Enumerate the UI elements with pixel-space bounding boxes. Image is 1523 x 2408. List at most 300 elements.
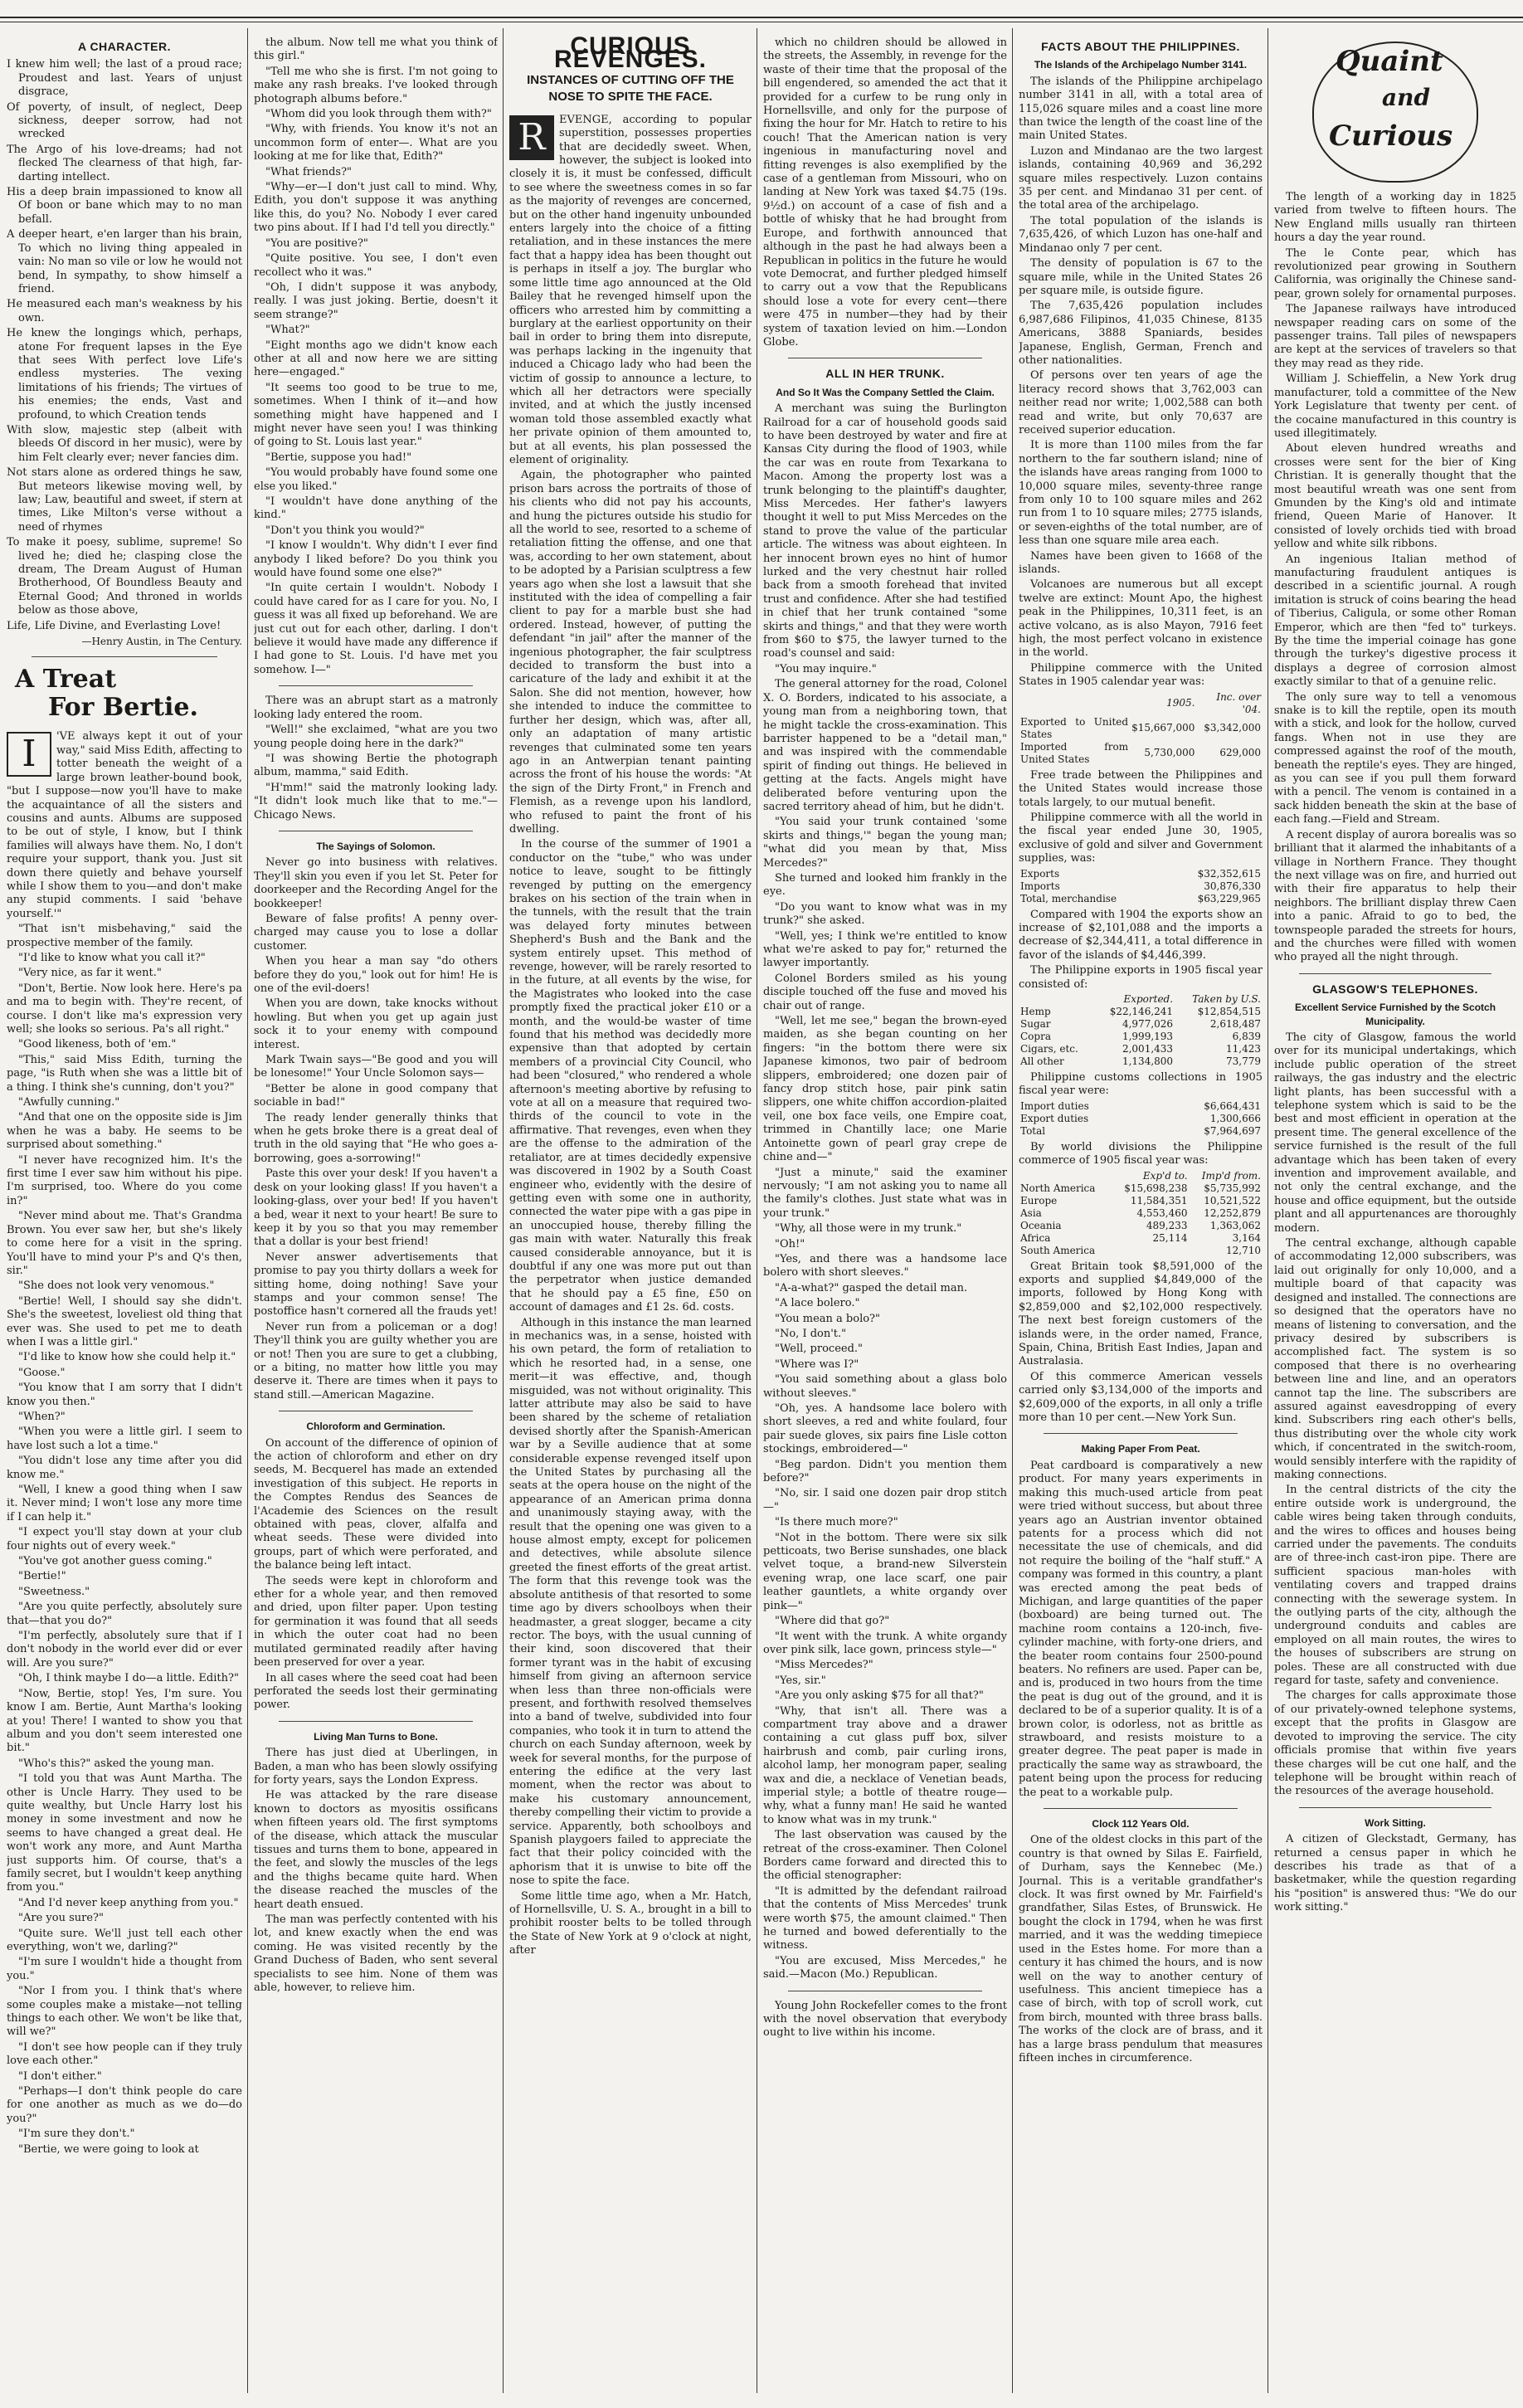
table-cell: 4,553,460 — [1136, 1206, 1188, 1219]
story-paragraph: "Bertie, suppose you had!" — [265, 451, 412, 464]
quaint-paragraph: About eleven hundred wreaths and crosses were sent for the bier of King Christian. It is generally thought that the most beautiful wreath was one sent from Gmunden by the King's old and intimate friend, Queen Marie of Hanover. It consisted of lovely orchids tied with broad yellow and white silk ribbons. — [1274, 442, 1516, 551]
table-cell: 5,730,000 — [1144, 747, 1195, 759]
story-paragraph: "Are you quite perfectly, absolutely sure that—that you do?" — [7, 1601, 242, 1627]
story-paragraph: "In quite certain I wouldn't. Nobody I could have cared for as I care for you. No, I guess it was all fixed up beforehand. We are just cut out for each other, darling. I don't believe it would have made any difference if I had gone to St. Louis. I'd have met you somehow. I—" — [254, 582, 498, 676]
table-cell: $5,735,992 — [1204, 1182, 1261, 1194]
story-paragraph: "Nor I from you. I think that's where some couples make a mistake—not telling things to each other. We won't be like that, will we?" — [7, 1985, 242, 2039]
column-4 — [763, 37, 1007, 2391]
philippines-paragraph: It is more than 1100 miles from the far northern to the far southern island; nine of the islands have areas ranging from 1000 to 10,000 square miles, seventy-three range from only 10 to 100 square miles and 262 run from 1 to 10 square miles; 2775 islands, or seven-eighths of the total number, are of less than one square mile area each. — [1019, 439, 1263, 548]
story-paragraph: "I'd like to know what you call it?" — [18, 951, 206, 964]
trunk-paragraph: "Why, all those were in my trunk." — [775, 1222, 962, 1236]
philippines-body-4 — [1019, 1071, 1263, 1099]
story-paragraph: "Bertie!" — [18, 1570, 66, 1583]
story-paragraph: "And that one on the opposite side is Jim when he was a baby. He seems to be surprised about something." — [7, 1111, 242, 1152]
table-row — [1019, 880, 1263, 893]
column-rule — [503, 28, 504, 2393]
philippines-paragraph: Philippine commerce with the United States in 1905 calendar year was: — [1019, 661, 1263, 689]
quaint-paragraph: A recent display of aurora borealis was so brilliant that it alarmed the inhabitants of a village in Northern France. They thought the next village was on fire, and hurried out with their fire apparatus to help their neighbors. The brilliant display threw Caen into a panic. Afraid to go to bed, the townspeople paraded the streets for hours, and the churches were filled with women who prayed all the night through. — [1274, 828, 1516, 964]
trunk-paragraph: "It went with the trunk. A white organdy over pink silk, lace gown, princess style—" — [763, 1630, 1007, 1656]
separator — [32, 656, 217, 657]
revenges-paragraph: Although in this instance the man learned in mechanics was, in a sense, hoisted with his own petard, the form of retaliation to which he resorted had, in a sense, one merit—it was effective, and, though misguided, was not without originality. This latter attribute may also be said to have been shared by the scheme of retaliation devised shortly after the Spanish-American war by a Seville audience that at some considerable expense revenged itself upon the United States by purchasing all the seats at the opera house on the night of the appearance of an American prima donna and unanimously staying away, with the result that the opening one was given to a house almost empty, except for policemen and detectives, while absolute silence greeted the finest efforts of the great artist. The form that this revenge took was the absolute antithesis of that resorted to some time ago by divers schoolboys when their headmaster, a great slogger, became a city rector. The boys, with the usual cunning of their kind, soon discovered that their former tyrant was in the habit of excusing himself from giving an afternoon service when less than three non-officials were present, and forthwith resolved themselves into a band of twelve, subdivided into four companies, who took it in turn to attend the church on each Sunday afternoon, week by week for several months, for the purpose of entering the edifice at the very last moment, when the rector was about to make his customary announcement, thereby compelling their victim to provide a service. Apparently, both schoolboys and Spanish playgoers failed to appreciate the fact that their policy coincided with the aphorism that it is unwise to bite off the nose to spite the face. — [509, 1316, 752, 1888]
trunk-paragraph: "A lace bolero." — [775, 1297, 860, 1310]
philippines-paragraph: The Philippine exports in 1905 fiscal year consisted of: — [1019, 964, 1263, 991]
trunk-paragraph: "Miss Mercedes?" — [775, 1659, 873, 1672]
solomon-paragraph: Paste this over your desk! If you haven't a desk on your looking glass! If you haven't a looking-glass, over your bed! If you haven't a bed, wear it next to your heart! Be sure to keep it by you so that you may remember that a dollar is your best friend! — [254, 1167, 498, 1249]
story-paragraph: There was an abrupt start as a matronly looking lady entered the room. — [254, 695, 498, 721]
table-cell: 1,999,193 — [1122, 1030, 1174, 1042]
story-paragraph: "That isn't misbehaving," said the prospective member of the family. — [7, 923, 242, 949]
poem-line: With slow, majestic step (albeit with bleeds Of discord in her music), were by him Felt clearly ever; never fancies dim. — [7, 423, 242, 464]
trunk-body — [763, 402, 1007, 1982]
story-paragraph: "Don't you think you would?" — [265, 524, 425, 537]
glasgow-subtitle: Excellent Service Furnished by the Scotch Municipality. — [1294, 1002, 1496, 1027]
story-paragraph: "Are you sure?" — [18, 1912, 104, 1925]
table-row — [1019, 716, 1263, 741]
story-paragraph: "Who's this?" asked the young man. — [18, 1757, 215, 1770]
table-row — [1019, 1125, 1263, 1138]
solomon-paragraph: Never answer advertisements that promise to pay you thirty dollars a week for sitting home, doing nothing! Save your stamps and your common sense! The postoffice hasn't cornered all the frauds yet! — [254, 1250, 498, 1319]
story-paragraph: "Bertie, we were going to look at — [18, 2142, 199, 2156]
glasgow-title: GLASGOW'S TELEPHONES. — [1312, 982, 1478, 996]
trunk-paragraph: "Are you only asking $75 for all that?" — [775, 1689, 984, 1703]
solomon-paragraph: When you hear a man say "do others before they do you," look out for him! He is one of the evil-doers! — [254, 955, 498, 995]
trunk-paragraph: She turned and looked him frankly in the eye. — [763, 871, 1007, 899]
revenges-paragraph: which no children should be allowed in the streets, the Assembly, in revenge for the waste of their time that the proposal of the bill engendered, so amended the act that it provided for a curfew to be rung only in Hornellsville, and only for the purpose of fixing the hour for Mr. Hatch to retire to his couch! That the American nation is very ingenious in manufacturing novel and fitting revenges is also exemplified by the case of a gentleman from Missouri, who on landing at New York was taxed $4.75 (19s. 9½d.) on account of a case of fish and a bottle of whisky that he had brought from Europe, and forthwith announced that although in the past he had always been a Republican in politics in the future he would vote Democrat, and further pledged himself to carry out a vow that the Republicans should lose a vote for every cent—there were 475 in number—they had by their system of taxation levied on him.—London Globe. — [763, 37, 1007, 349]
trunk-paragraph: "Where was I?" — [775, 1358, 859, 1371]
trunk-paragraph: "You said your trunk contained 'some skirts and things,'" began the young man; "what did you mean by that, Miss Mercedes?" — [763, 816, 1007, 870]
table-row — [1019, 893, 1263, 905]
column-rule — [1012, 28, 1013, 2393]
poem-line: The Argo of his love-dreams; had not flecked The clearness of that high, far-darting intellect. — [7, 143, 242, 183]
philippines-body-5 — [1019, 1141, 1263, 1168]
trunk-paragraph: "You mean a bolo?" — [775, 1312, 881, 1325]
story-paragraph: "When?" — [18, 1410, 66, 1423]
story-paragraph: "Well, I knew a good thing when I saw it. Never mind; I won't lose any more time if I can help it." — [7, 1484, 242, 1523]
table-cell: 1,363,062 — [1209, 1219, 1261, 1231]
peat-title: Making Paper From Peat. — [1081, 1443, 1200, 1455]
column-rule — [247, 28, 248, 2393]
story-paragraph: "I don't either." — [18, 2069, 102, 2083]
table-row — [1019, 1113, 1263, 1125]
table-row — [1019, 1207, 1263, 1220]
table-cell: Hemp — [1020, 1005, 1051, 1017]
story-paragraph: "Bertie! Well, I should say she didn't. She's the sweetest, loveliest old thing that ever was. She used to pet me to death when I was a little girl." — [7, 1294, 242, 1348]
table-header-cell — [1019, 1170, 1111, 1182]
table-cell: Europe — [1020, 1194, 1058, 1206]
table-cell: 73,779 — [1226, 1055, 1261, 1067]
table-cell: Exported to United States — [1020, 715, 1129, 740]
story-paragraph: "Oh, I didn't suppose it was anybody, really. I was just joking. Bertie, doesn't it seem strange?" — [254, 280, 498, 321]
philippines-paragraph: The density of population is 67 to the square mile, while in the United States 26 per square mile, is outside figure. — [1019, 257, 1263, 297]
table-cell: $22,146,241 — [1109, 1005, 1174, 1017]
table-cell: 30,876,330 — [1204, 880, 1261, 892]
clock-body — [1019, 1834, 1263, 2065]
chloroform-paragraph: On account of the difference of opinion of the action of chloroform and ether on dry seeds, M. Becquerel has made an extended investigation of this subject. He reports in the Comptes Rendus des Seances de l'Academie des Sciences on the result obtained with peas, clover, alfalfa and wheat seeds. These were divided into groups, part of which were perforated, and the balance being left intact. — [254, 1436, 498, 1572]
column-1 — [7, 37, 242, 2391]
revenges-paragraph: Some little time ago, when a Mr. Hatch, of Hornellsville, U. S. A., brought in a bill to prohibit rooster belts to be tolled through the State of New York at 9 o'clock at night, after — [509, 1889, 752, 1957]
glasgow-paragraph: The charges for calls approximate those of our privately-owned telephone systems, except that the profits in Glasgow are devoted to improving the service. The city officials promise that within five years these charges will be cut one half, and the telephone will be brought within reach of the resources of the average household. — [1274, 1689, 1516, 1798]
trunk-paragraph: "You may inquire." — [775, 662, 877, 675]
work-paragraph: A citizen of Gleckstadt, Germany, has returned a census paper in which he describes his trade as that of a basketmaker, while the question regarding his "position" is answered thus: "We do our work sitting." — [1274, 1833, 1516, 1914]
table-row — [1019, 741, 1263, 766]
philippines-paragraph: Luzon and Mindanao are the two largest islands, containing 40,969 and 36,292 square miles respectively. Luzon contains 35 per cent. and Mindanao 31 per cent. of the total area of the archipelago. — [1019, 144, 1263, 212]
solomon-paragraph: The ready lender generally thinks that when he gets broke there is a great deal of truth in the old saying that "He who goes a-borrowing, goes a-sorrowing!" — [254, 1111, 498, 1165]
trunk-paragraph: Colonel Borders smiled as his young disciple touched off the fuse and moved his chair out of range. — [763, 972, 1007, 1012]
story-paragraph: "Sweetness." — [18, 1585, 90, 1598]
story-paragraph: "I'm perfectly, absolutely sure that if I don't nobody in the world ever did or ever will. Are you sure?" — [7, 1630, 242, 1670]
table-header-row — [1019, 691, 1263, 716]
poem-line: Of poverty, of insult, of neglect, Deep sickness, deeper sorrow, had not wrecked — [7, 100, 242, 141]
bone-body — [254, 1747, 498, 1995]
trunk-paragraph: "Yes, and there was a handsome lace bolero with short sleeves." — [763, 1252, 1007, 1280]
header-word-quaint: Quaint — [1336, 45, 1443, 78]
world-commerce-table — [1019, 868, 1263, 905]
separator — [1044, 1808, 1238, 1809]
story-paragraph: "Don't, Bertie. Now look here. Here's pa and ma to begin with. They're recent, of course. I don't like ma's expression very well; she looks so serious. Pa's all right." — [7, 982, 242, 1036]
philippines-paragraph: The islands of the Philippine archipelago number 3141 in all, with a total area of 115,026 square miles and a coast line more than twice the length of the coast line of the main United States. — [1019, 75, 1263, 143]
table-cell: 629,000 — [1219, 747, 1261, 759]
column-2 — [254, 37, 498, 2391]
story-paragraph: "Quite positive. You see, I don't even recollect who it was." — [254, 252, 498, 279]
philippines-paragraph: Great Britain took $8,591,000 of the exports and supplied $4,849,000 of the imports, followed by Hong Kong with $2,859,000 and $2,102,000 respectively. The next best foreign customers of the islands were, in the order named, France, Spain, China, British East Indies, Japan and Australasia. — [1019, 1260, 1263, 1368]
clock-title: Clock 112 Years Old. — [1092, 1818, 1190, 1830]
separator — [1299, 973, 1491, 974]
story-headline-line1: A Treat — [15, 665, 117, 695]
trunk-title: ALL IN HER TRUNK. — [825, 367, 945, 381]
trunk-paragraph: The last observation was caused by the retreat of the cross-examiner. Then Colonel Borders came forward and directed this to the official stenographer: — [763, 1829, 1007, 1883]
story-paragraph: "And I'd never keep anything from you." — [18, 1896, 239, 1909]
revenges-paragraph: Again, the photographer who painted prison bars across the portraits of those of his clients who did not pay his accounts, and hung the pictures outside his studio for all the world to see, resorted to a scheme of retaliation fitting the offense, and one that was, according to her own statement, about to be adopted by a Parisian sculptress a few years ago when she lost a lawsuit that she instituted with the idea of compelling a fair client to pay for a marble bust she had ordered. Instead, however, of putting the defendant "in jail" after the manner of the ingenious photographer, the fair sculptress decided to transform the bust into a caricature of the lady and exhibit it at the Salon. She did not mention, however, how she intended to induce the committee to further her design, which was, after all, only an adaptation of many artistic revenges that culminated some ten years ago in an Antwerpian tenant painting across the front of his house the words: "At the sign of the Dirty Front," in French and Flemish, as a revenge upon his landlord, who refused to paint the front of his dwelling. — [509, 469, 752, 836]
trunk-paragraph: "You are excused, Miss Mercedes," he said.—Macon (Mo.) Republican. — [763, 1954, 1007, 1981]
table-row — [1019, 1043, 1263, 1055]
table-cell: $3,342,000 — [1204, 722, 1261, 734]
table-cell: 2,001,433 — [1122, 1042, 1174, 1055]
philippines-paragraph: Philippine customs collections in 1905 fiscal year were: — [1019, 1070, 1263, 1098]
quaint-paragraph: The Japanese railways have introduced newspaper reading cars on some of the passenger trains. Tall piles of newspapers are kept at the services of travelers so that they may read as they ride. — [1274, 303, 1516, 370]
philippines-paragraph: The total population of the islands is 7,635,426, of which Luzon has one-half and Mindanao only 7 per cent. — [1019, 214, 1263, 255]
story-continued — [254, 37, 498, 677]
table-row — [1019, 1031, 1263, 1043]
table-cell: $12,854,515 — [1197, 1005, 1261, 1017]
poem-line: He measured each man's weakness by his own. — [7, 298, 242, 324]
story-paragraph: "Now, Bertie, stop! Yes, I'm sure. You know I am. Bertie, Aunt Martha's looking at you! There! I wanted to show you that album and you don't seem interested one bit." — [7, 1687, 242, 1755]
story-paragraph: "Perhaps—I don't think people do care for one another as much as we do—do you?" — [7, 2085, 242, 2125]
quaint-paragraph: William J. Schieffelin, a New York drug manufacturer, told a committee of the New York Legislature that twenty per cent. of the cocaine manufactured in this country is used illegitimately. — [1274, 373, 1516, 440]
work-title: Work Sitting. — [1365, 1816, 1426, 1829]
revenges-paragraph: EVENGE, according to popular superstition, possesses properties that are decidedly sweet. When, however, the subject is looked into closely it is, it must be confessed, difficult to see where the sweetness comes in so far as the majority of revenges are concerned, but on the other hand ingenuity unbounded enters largely into the choice of a fitting retaliation, and in these instances the mere fact that a happy idea has been thought out is perhaps in itself a joy. The burglar who some little time ago announced at the Old Bailey that he revenged himself upon the officers who arrested him by committing a burglary at the earliest opportunity on their bail in order to bring them into disrepute, was perhaps lacking in the ingenuity that induced a Chicago lady who had been the victim of gossip to announce a lecture, to which all her detractors were specially invited, and at which the justly incensed woman told those assembled exactly what her private opinion of them amounted to, but at all events, his plan possessed the element of originality. — [509, 113, 752, 466]
glasgow-paragraph: In the central districts of the city the entire outside work is underground, the cable wires being taken through conduits, and the wires to offices and houses being carried under the pavements. The conduits are of three-inch cast-iron pipe. There are sufficient spacious man-holes with ventilating covers and trapped drains connecting with the sewerage system. In the outlying parts of the city, although the underground conduits and cables are employed on all main routes, the wires to the houses of subscribers are strung on poles. These are all constructed with due regard for taste, safety and convenience. — [1274, 1484, 1516, 1688]
story-paragraph: "You are positive?" — [265, 236, 368, 250]
table-cell: 6,839 — [1232, 1030, 1261, 1042]
bone-paragraph: He was attacked by the rare disease known to doctors as myositis ossificans when fifteen years old. The first symptoms of the disease, which attack the muscular tissues and turns them to bone, appeared in the feet, and slowly the muscles of the legs and the thighs became quite hard. When the disease reached the muscles of the heart death ensued. — [254, 1789, 498, 1911]
separator — [1044, 1433, 1238, 1434]
trunk-paragraph: "Just a minute," said the examiner nervously; "I am not asking you to name all the family's clothes. Just state what was in your trunk." — [763, 1166, 1007, 1220]
solomon-paragraph: "Better be alone in good company that sociable in bad!" — [254, 1082, 498, 1109]
story-paragraph: 'VE always kept it out of your way," said Miss Edith, affecting to totter beneath the weight of a large brown leather-bound book, "but I suppose—now you'll have to make the acquaintance of all the sisters and cousins and aunts. Albums are supposed to be out of style, I know, but I think families will always have them. No, I don't require your support, thank you. Just sit down there quietly and behave yourself while I show them to you—and don't make any stupid comments. I said 'behave yourself.'" — [7, 730, 242, 920]
table-header-cell: Inc. over '04. — [1216, 690, 1261, 715]
solomon-paragraph: Never run from a policeman or a dog! They'll think you are guilty whether you are or not! Then you are sure to get a clubbing, or a biting, no matter how little you may deserve it. There are times when it pays to stand still.—American Magazine. — [254, 1320, 498, 1401]
table-header-row — [1019, 1170, 1263, 1182]
poem-line: A deeper heart, e'en larger than his brain, To which no living thing appealed in vain: No man so vile or low he would not bend, In sympathy, to show himself a friend. — [7, 228, 242, 295]
column-6 — [1274, 37, 1516, 2391]
table-cell: $6,664,431 — [1204, 1099, 1261, 1112]
story-paragraph: "Good likeness, both of 'em." — [18, 1038, 177, 1051]
table-cell: Copra — [1020, 1030, 1051, 1042]
story-paragraph: "What friends?" — [265, 165, 353, 178]
table-row — [1019, 1100, 1263, 1113]
story-paragraph: "Oh, I think maybe I do—a little. Edith?" — [18, 1672, 239, 1685]
chloroform-title: Chloroform and Germination. — [306, 1421, 445, 1433]
story-paragraph: the album. Now tell me what you think of this girl." — [254, 37, 498, 63]
story-headline — [15, 665, 242, 722]
table-cell: Total — [1020, 1124, 1046, 1137]
story-paragraph: "You would probably have found some one else you liked." — [254, 466, 498, 493]
table-row — [1019, 1018, 1263, 1031]
glasgow-body — [1274, 1031, 1516, 1799]
table-cell: Imports — [1020, 880, 1060, 892]
trunk-paragraph: "Well, let me see," began the brown-eyed maiden, as she began counting on her fingers: "in the bottom there were six Japanese kimonos, two pair of bedroom slippers, embroidered; one dozen pair of fancy drop stitch hose, pair pink satin slippers, one white chiffon accordion-plaited veil, one box face veils, one Empire coat, trimmed in Chantilly lace; one Marie Antoinette gown of pearl gray crepe de chine and—" — [763, 1015, 1007, 1164]
quaint-paragraph: The only sure way to tell a venomous snake is to kill the reptile, open its mouth with a stick, and look for the hollow, curved fangs. When not in use they are compressed against the roof of the mouth, beneath the reptile's eyes. They are hinged, as you can see if you pull them forward with a pencil. The venom is contained in a sack hidden beneath the skin at the base of each fang.—Field and Stream. — [1274, 690, 1516, 826]
story-paragraph: "Very nice, as far it went." — [18, 967, 162, 980]
table-cell: $15,698,238 — [1124, 1182, 1188, 1194]
bone-paragraph: The man was perfectly contented with his lot, and knew exactly when the end was coming. He was visited recently by the Grand Duchess of Baden, who sent several specialists to see him. None of them was able, however, to relieve him. — [254, 1913, 498, 1995]
story-paragraph: "I wouldn't have done anything of the kind." — [254, 495, 498, 522]
bone-title: Living Man Turns to Bone. — [314, 1730, 438, 1743]
table-row — [1019, 1006, 1263, 1018]
table-cell: South America — [1020, 1244, 1096, 1256]
column-3 — [509, 37, 752, 2391]
philippines-paragraph: Compared with 1904 the exports show an increase of $2,101,088 and the imports a decrease of $2,344,411, a total difference in favor of the islands of $4,446,399. — [1019, 908, 1263, 962]
table-cell: 12,710 — [1226, 1244, 1261, 1256]
table-cell: Asia — [1020, 1206, 1042, 1219]
table-cell: $63,229,965 — [1197, 892, 1261, 904]
header-word-curious: Curious — [1329, 119, 1453, 153]
story-paragraph: "This," said Miss Edith, turning the page, "is Ruth when she was a little bit of a thing. I think she's cunning, don't you?" — [7, 1053, 242, 1094]
revenges-continued — [763, 37, 1007, 349]
table-header-cell: 1905. — [1166, 697, 1195, 709]
story-paragraph: "Whom did you look through them with?" — [265, 108, 492, 121]
trunk-paragraph: "Do you want to know what was in my trunk?" she asked. — [763, 900, 1007, 928]
trunk-paragraph: "You said something about a glass bolo without sleeves." — [763, 1373, 1007, 1400]
trunk-paragraph: "Well, yes; I think we're entitled to know what we're asked to pay for," returned the lawyer importantly. — [763, 929, 1007, 970]
quaint-items — [1274, 191, 1516, 965]
story-paragraph: "I know I wouldn't. Why didn't I ever find anybody I liked before? Do you think you would have found some one else?" — [254, 539, 498, 580]
table-cell: 1,300,666 — [1209, 1112, 1261, 1124]
chloroform-paragraph: The seeds were kept in chloroform and ether for a whole year, and then removed and dried, upon filter paper. Upon testing for germination it was found that all seeds in which the outer coat had no been mutilated germinated readily after having been preserved for over a year. — [254, 1574, 498, 1670]
table-cell: 11,584,351 — [1130, 1194, 1188, 1206]
philippines-subtitle: The Islands of the Archipelago Number 3141. — [1034, 59, 1248, 71]
poem-title: A CHARACTER. — [77, 40, 172, 53]
table-cell: Oceania — [1020, 1219, 1062, 1231]
philippines-paragraph: Philippine commerce with all the world in the fiscal year ended June 30, 1905, exclusive of gold and silver and Government supplies, was: — [1019, 811, 1263, 865]
philippines-body-2 — [1019, 769, 1263, 866]
story-paragraph: "I'm sure they don't." — [18, 2128, 135, 2141]
revenges-title: CURIOUS REVENGES. — [553, 37, 708, 74]
story-body — [7, 730, 242, 2157]
philippines-paragraph: The 7,635,426 population includes 6,987,686 Filipinos, 41,035 Chinese, 8135 Americans, 3888 Spaniards, besides Japanese, English, German, French and other nationalities. — [1019, 300, 1263, 367]
story-paragraph: "Quite sure. We'll just tell each other everything, won't we, darling?" — [7, 1927, 242, 1953]
table-cell: 3,164 — [1232, 1231, 1261, 1244]
quaint-paragraph: An ingenious Italian method of manufacturing fraudulent antiques is described in a scientific journal. A rough imitation is struck of coins bearing the head of Tiberius, Caligula, or some other Roman Emperor, which are then "fed to" turkeys. By the time the imperial coinage has gone through the turkey's digestive process it displays a degree of corrosion almost exactly similar to that of a genuine relic. — [1274, 553, 1516, 689]
philippines-body-3 — [1019, 909, 1263, 992]
table-row — [1019, 1220, 1263, 1232]
poem-line: Not stars alone as ordered things he saw, But meteors likewise moving well, by law; Law, beautiful and sweet, if stern at times, Like Milton's verse without a need of rhymes — [7, 466, 242, 534]
story-paragraph: "I'm sure I wouldn't hide a thought from you." — [7, 1956, 242, 1982]
rockefeller-item: Young John Rockefeller comes to the front with the novel observation that everybody ought to live within his income. — [763, 1999, 1007, 2040]
peat-body — [1019, 1460, 1263, 1800]
table-cell: Total, merchandise — [1020, 892, 1117, 904]
story-paragraph: "I never have recognized him. It's the first time I ever saw him without his pipe. I'm surprised, too. Where do you come in?" — [7, 1153, 242, 1207]
philippines-paragraph: Of this commerce American vessels carried only $3,134,000 of the imports and $2,609,000 of the exports, in all only a trifle more than 10 per cent.—New York Sun. — [1019, 1370, 1263, 1425]
table-cell: 489,233 — [1146, 1219, 1188, 1231]
solomon-paragraph: When you are down, take knocks without howling. But when you get up again just sock it to your enemy with compound interest. — [254, 997, 498, 1051]
table-cell — [1111, 1245, 1189, 1257]
story-paragraph: "Never mind about me. That's Grandma Brown. You ever saw her, but she's likely to come here for a visit in the spring. You'll have to mind your P's and Q's then, sir." — [7, 1210, 242, 1277]
story-paragraph: "She does not look very venomous." — [18, 1280, 215, 1293]
table-cell: Exports — [1020, 867, 1060, 880]
story-paragraph: "I expect you'll stay down at your club four nights out of every week." — [7, 1526, 242, 1553]
solomon-title: The Sayings of Solomon. — [316, 840, 435, 852]
separator — [279, 685, 473, 686]
poem-body — [7, 58, 242, 633]
table-cell: Import duties — [1020, 1099, 1089, 1112]
trunk-paragraph: "Not in the bottom. There were six silk petticoats, two Berise sunshades, one black velvet toque, a brand-new Silverstein evening wrap, one lace scarf, one pair leather gauntlets, a white organdy over pink—" — [763, 1531, 1007, 1612]
story-paragraph: "Awfully cunning." — [18, 1096, 120, 1109]
poem-line: He knew the longings which, perhaps, atone For frequent lapses in the Eye that sees With perfect love Life's endless mysteries. The vexing limitations of his friends; The virtues of his enemies; the ends, Vast and profound, to which Creation tends — [7, 327, 242, 422]
us-commerce-table — [1019, 691, 1263, 766]
table-cell: $15,667,000 — [1131, 722, 1195, 734]
story-paragraph: "I was showing Bertie the photograph album, mamma," said Edith. — [254, 752, 498, 779]
table-cell: $7,964,697 — [1204, 1124, 1261, 1137]
table-row — [1019, 1232, 1263, 1245]
trunk-paragraph: The general attorney for the road, Colonel X. O. Borders, indicated to his associate, a young man from a neighboring town, that he might tackle the cross-examination. This barrister happened to be a "detail man," and was inspired with the commendable spirit of finding out things. He believed in getting at the facts. Angels might have deliberated before venturing upon the sacred territory ahead of him, but he didn't. — [763, 678, 1007, 813]
table-cell: Cigars, etc. — [1020, 1042, 1078, 1055]
trunk-paragraph: A merchant was suing the Burlington Railroad for a car of household goods said to have been destroyed by water and fire at Kansas City during the flood of 1903, while the car was en route from Texarkana to Macon. Among the property lost was a trunk belonging to the plaintiff's daughter, Miss Mercedes. Her father's lawyers thought it well to put Miss Mercedes on the stand to prove the value of the particular article. The witness was about eighteen. In her innocent brown eyes no hint of humor lurked and the very chestnut hair rolled back from a smooth forehead that invited trust and confidence. After she had testified in chief that her trunk contained "some skirts and things," and that they were worth from $60 to $75, the lawyer turned to the road's counsel and said: — [763, 402, 1007, 660]
trunk-paragraph: "No, sir. I said one dozen pair drop stitch—" — [763, 1487, 1007, 1514]
trunk-paragraph: "It is admitted by the defendant railroad that the contents of Miss Mercedes' trunk were worth $75, the amount claimed." Then he turned and bowed deferentially to the witness. — [763, 1884, 1007, 1952]
table-row — [1019, 868, 1263, 880]
story-paragraph: "You've got another guess coming." — [18, 1555, 212, 1568]
work-body — [1274, 1833, 1516, 1914]
solomon-paragraph: Beware of false profits! A penny over-charged may cause you to lose a dollar customer. — [254, 912, 498, 953]
table-cell: $32,352,615 — [1197, 867, 1261, 880]
trunk-paragraph: "Yes, sir." — [775, 1674, 826, 1687]
customs-table — [1019, 1100, 1263, 1138]
poem-line: His a deep brain impassioned to know all Of boon or bane which may to no man befall. — [7, 186, 242, 226]
separator — [1299, 1807, 1491, 1808]
solomon-paragraph: Never go into business with relatives. They'll skin you even if you let St. Peter for doorkeeper and the Recording Angel for the bookkeeper! — [254, 856, 498, 910]
chloroform-paragraph: In all cases where the seed coat had been perforated the seeds lost their germinating power. — [254, 1671, 498, 1712]
trunk-paragraph: "Oh, yes. A handsome lace bolero with short sleeves, a red and white foulard, four pair suede gloves, six pairs fine Lisle cotton stockings, embroidered—" — [763, 1402, 1007, 1456]
trunk-paragraph: "Oh!" — [775, 1237, 805, 1250]
table-cell: 12,252,879 — [1204, 1206, 1261, 1219]
revenges-dropcap: R — [509, 115, 554, 160]
table-cell: North America — [1020, 1182, 1096, 1194]
clock-paragraph: One of the oldest clocks in this part of the country is that owned by Silas E. Fairfield, of Durham, says the Kennebec (Me.) Journal. This is a veritable grandfather's clock. It was first owned by Mr. Fairfield's grandfather, Silas Estes, of Brunswick. He bought the clock in 1794, when he was first married, and it was the wedding timepiece used in the Estes home. For more than a century it has chimed the hours, and is now well on the way to another century of usefulness. This ancient timepiece has a case of birch, with top of scroll work, cut from birch, mounted with three brass balls. The works of the clock are of brass, and it has a large brass pendulum that measures fifteen inches in circumference. — [1019, 1834, 1263, 2064]
story-paragraph: "It seems too good to be true to me, sometimes. When I think of it—and how something might have happened and I might never have seen you! I was thinking of going to St. Louis last year." — [254, 381, 498, 449]
trunk-paragraph: "A-a-what?" gasped the detail man. — [775, 1281, 968, 1294]
philippines-body — [1019, 76, 1263, 690]
exports-table — [1019, 993, 1263, 1068]
story-paragraph: "Tell me who she is first. I'm not going to make any rash breaks. I've looked through photograph albums before." — [254, 65, 498, 105]
table-cell: 10,521,522 — [1204, 1194, 1261, 1206]
table-row — [1019, 1055, 1263, 1068]
revenges-paragraph: In the course of the summer of 1901 a conductor on the "tube," who was under notice to leave, sought to be fittingly revenged by putting on the emergency brakes on his section of the train when in the tunnels, with the result that the train was delayed forty minutes between Shepherd's Bush and the Bank and the system entirely upset. This method of revenge, however, will be rarely resorted to in the future, at all events by the wise, for the Magistrates who looked into the case promptly fixed the practical joker £10 or a month, and the would-be waster of time found that his method was decidedly more expensive than that adopted by certain members of a provincial City Council, who had been "closured," who rendered a whole afternoon's meeting abortive by refusing to vote at all on a measure that required two-thirds of the council to vote in the affirmative. That revenges, even when they are the offense to the admiration of the retaliator, are at times decidedly expensive was discovered in 1902 by a South Coast engineer who, evidently with the desire of getting even with some one in authority, connected the water pipe with a gas pipe in an unoccupied house, thereby filling the gas main with water. Naturally this freak caused considerable annoyance, but it is doubtful if any one was more put out than the perpetrator when justice demanded that he should pay a £5 fine, £50 on account of damages and £1 2s. 6d. costs. — [509, 838, 752, 1314]
story-paragraph: "You know that I am sorry that I didn't know you then." — [7, 1382, 242, 1408]
story-dropcap: I — [7, 732, 51, 777]
philippines-paragraph: Of persons over ten years of age the literacy record shows that 3,762,003 can neither read nor write; 1,002,588 can both read and write, but only 70,637 are received superior education. — [1019, 369, 1263, 436]
separator — [279, 1721, 473, 1722]
table-cell: Imported from United States — [1020, 740, 1129, 765]
poem-line: To make it poesy, sublime, supreme! So lived he; died he; clasping close the dream, The Dream August of Human Brotherhood, Of Boundless Beauty and Eternal Good; And throned in worlds below as those above, — [7, 536, 242, 617]
bone-paragraph: There has just died at Uberlingen, in Baden, a man who has been slowly ossifying for forty years, says the London Express. — [254, 1747, 498, 1787]
story-paragraph: "Eight months ago we didn't know each other at all and now here we are sitting here—engaged." — [254, 339, 498, 379]
quaint-paragraph: The le Conte pear, which has revolutionized pear growing in Southern California, was originally the Chinese sand-pear, grown solely for ornamental purposes. — [1274, 246, 1516, 300]
philippines-body-6 — [1019, 1260, 1263, 1426]
table-cell: Sugar — [1020, 1017, 1051, 1030]
story-paragraph: "Why—er—I don't just call to mind. Why, Edith, you don't suppose it was anything like this, do you? No. Nobody I ever cared two pins about. If I had I'd tell you directly." — [254, 181, 498, 235]
trunk-paragraph: "Where did that go?" — [775, 1615, 890, 1628]
trunk-subtitle: And So It Was the Company Settled the Claim. — [776, 386, 995, 398]
table-row — [1019, 1195, 1263, 1207]
story-paragraph: "You didn't lose any time after you did know me." — [7, 1455, 242, 1481]
column-5 — [1019, 37, 1263, 2391]
table-header-cell: Exported. — [1123, 992, 1174, 1005]
philippines-title: FACTS ABOUT THE PHILIPPINES. — [1041, 40, 1240, 53]
table-cell: 4,977,026 — [1122, 1017, 1174, 1030]
solomon-body — [254, 856, 498, 1402]
table-header-cell: Imp'd from. — [1201, 1169, 1261, 1182]
glasgow-paragraph: The city of Glasgow, famous the world over for its municipal undertakings, which include public operation of the street railways, the gas industry and the electric light plants, has been successful with a telephone system which is said to be the best and most efficient in operation at the present time. The general excellence of the service furnished is the result of the full advantage which has been taken of every invention and improvement available, and not only the central exchange, and the house and office equipment, but the outside plant and all appurtenances are thoroughly modern. — [1274, 1031, 1516, 1235]
table-header-cell: Exp'd to. — [1142, 1169, 1188, 1182]
table-cell: 1,134,800 — [1122, 1055, 1174, 1067]
philippines-paragraph: By world divisions the Philippine commerce of 1905 fiscal year was: — [1019, 1140, 1263, 1167]
divisions-table — [1019, 1170, 1263, 1257]
quaint-paragraph: The length of a working day in 1825 varied from twelve to fifteen hours. The New England mills usually ran thirteen hours a day the year round. — [1274, 191, 1516, 245]
story-paragraph: "Goose." — [18, 1366, 66, 1379]
glasgow-paragraph: The central exchange, although capable of accommodating 12,000 subscribers, was laid out originally for only 10,000, and a multiple board of that capacity was designed and installed. The connections are so designed that the operators have no means of listening to conversation, and the privacy desired by subscribers is accomplished fact. The system is so composed that there is no overhearing between line and line, and an operators cannot tap the line. The subscribers are assured against eavesdropping of every kind. Subscribers ring each other's bells, thus distributing over the whole city work which, if concentrated in the switch-room, would sensibly interfere with the rapidity of making connections. — [1274, 1237, 1516, 1481]
philippines-paragraph: Free trade between the Philippines and the United States would increase those totals largely, to our mutual benefit. — [1019, 768, 1263, 809]
story-paragraph: "When you were a little girl. I seem to have lost such a lot a time." — [7, 1426, 242, 1452]
story-paragraph: "What?" — [265, 324, 310, 337]
story-paragraph: "I'd like to know how she could help it." — [18, 1351, 236, 1364]
top-rule — [0, 17, 1523, 18]
quaint-and-curious-header — [1312, 41, 1478, 183]
table-cell: 25,114 — [1152, 1231, 1188, 1244]
solomon-paragraph: Mark Twain says—"Be good and you will be lonesome!" Your Uncle Solomon says— — [254, 1054, 498, 1080]
poem-line: Life, Life Divine, and Everlasting Love! — [7, 619, 221, 632]
philippines-paragraph: Volcanoes are numerous but all except twelve are extinct: Mount Apo, the highest peak in the Philippines, 10,311 feet, is an active volcano, as is also Mayon, 7916 feet high, the most perfect volcano in existence in the world. — [1019, 578, 1263, 660]
story-paragraph: "Why, with friends. You know it's not an uncommon form of enter—. What are you looking at me for like that, Edith?" — [254, 123, 498, 163]
trunk-paragraph: "Is there much more?" — [775, 1516, 898, 1529]
trunk-paragraph: "Well, proceed." — [775, 1343, 864, 1356]
table-row — [1019, 1182, 1263, 1195]
table-cell: Export duties — [1020, 1112, 1089, 1124]
table-cell: Africa — [1020, 1231, 1051, 1244]
table-header-row — [1019, 993, 1263, 1006]
story-paragraph: "Well!" she exclaimed, "what are you two young people doing here in the dark?" — [254, 724, 498, 750]
trunk-paragraph: "No, I don't." — [775, 1327, 847, 1340]
table-cell: 11,423 — [1226, 1042, 1261, 1055]
table-header-cell — [1019, 691, 1130, 716]
trunk-paragraph: "Why, that isn't all. There was a compartment tray above and a drawer containing a cut glass puff box, silver hairbrush and comb, pair curling irons, alcohol lamp, her monogram paper, sealing wax and die, a necklace of Venetian beads, imperial style; a bottle of theatre rouge—why, what a funny man! He said he wanted to know what was in my trunk." — [763, 1704, 1007, 1826]
story-headline-line2: For Bertie. — [48, 693, 198, 723]
chloroform-body — [254, 1437, 498, 1713]
story-paragraph: "H'mm!" said the matronly looking lady. "It didn't look much like that to me."—Chicago News. — [254, 781, 498, 821]
trunk-paragraph: "Beg pardon. Didn't you mention them before?" — [763, 1458, 1007, 1485]
story-ending — [254, 695, 498, 822]
header-word-and: and — [1382, 84, 1431, 111]
